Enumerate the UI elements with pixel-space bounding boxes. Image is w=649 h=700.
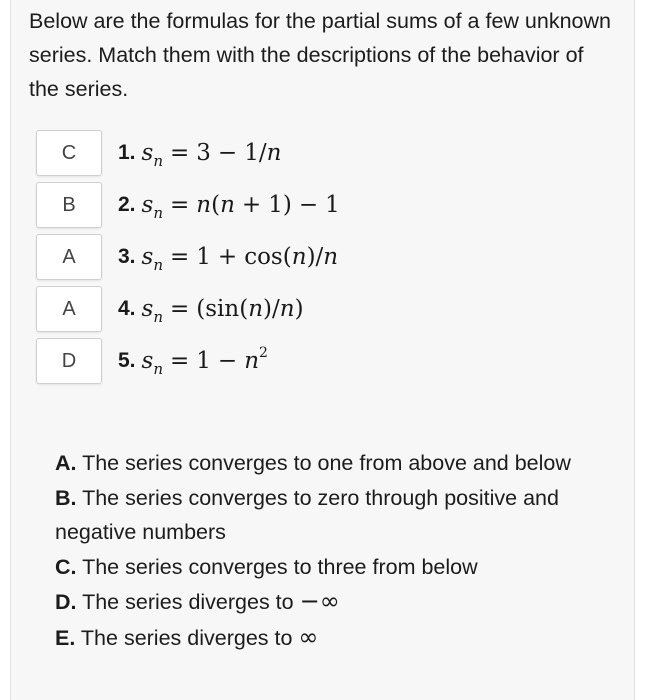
formula-5 bbox=[118, 338, 268, 384]
option-c: C. The series converges to three from below bbox=[55, 554, 478, 579]
answer-dropdown-4[interactable]: A bbox=[36, 286, 102, 332]
answer-dropdown-1[interactable]: C bbox=[36, 130, 102, 176]
formula-number: 2. bbox=[118, 193, 136, 216]
option-b: B. The series converges to zero through positive and negative numbers bbox=[55, 485, 559, 544]
match-row-5 bbox=[36, 338, 596, 384]
match-row-3 bbox=[36, 234, 596, 280]
formula-4 bbox=[118, 286, 304, 332]
formula-math: $s_n = n(n + 1) - 1$ bbox=[141, 192, 340, 222]
formula-math: $s_n = (\sin(n)/n)$ bbox=[141, 296, 304, 326]
formula-number: 3. bbox=[118, 245, 136, 268]
answer-dropdown-2[interactable]: B bbox=[36, 182, 102, 228]
question-text: Below are the formulas for the partial sums of a few unknown series. Match them with the descriptions of the behavior of the series. bbox=[29, 9, 611, 101]
formula-1 bbox=[118, 130, 281, 176]
formula-math: $s_n = 1 - n^2$ bbox=[141, 345, 268, 378]
formula-3 bbox=[118, 234, 338, 280]
option-d: D. The series diverges to −∞ bbox=[55, 587, 340, 615]
formula-2 bbox=[118, 182, 340, 228]
formula-number: 5. bbox=[118, 349, 136, 372]
option-a: A. The series converges to one from above and below bbox=[55, 451, 571, 475]
formula-number: 4. bbox=[118, 297, 136, 320]
answer-dropdown-5[interactable]: D bbox=[36, 338, 102, 384]
match-row-2 bbox=[36, 182, 596, 228]
formula-math: $s_n = 3 - 1/n$ bbox=[141, 140, 282, 170]
option-e: E. The series diverges to ∞ bbox=[55, 622, 319, 651]
answer-dropdown-3[interactable]: A bbox=[36, 234, 102, 280]
formula-number: 1. bbox=[118, 141, 136, 164]
match-row-1 bbox=[36, 130, 596, 176]
answer-options bbox=[55, 446, 615, 655]
match-row-4 bbox=[36, 286, 596, 332]
formula-math: $s_n = 1 + \cos(n)/n$ bbox=[141, 244, 339, 274]
